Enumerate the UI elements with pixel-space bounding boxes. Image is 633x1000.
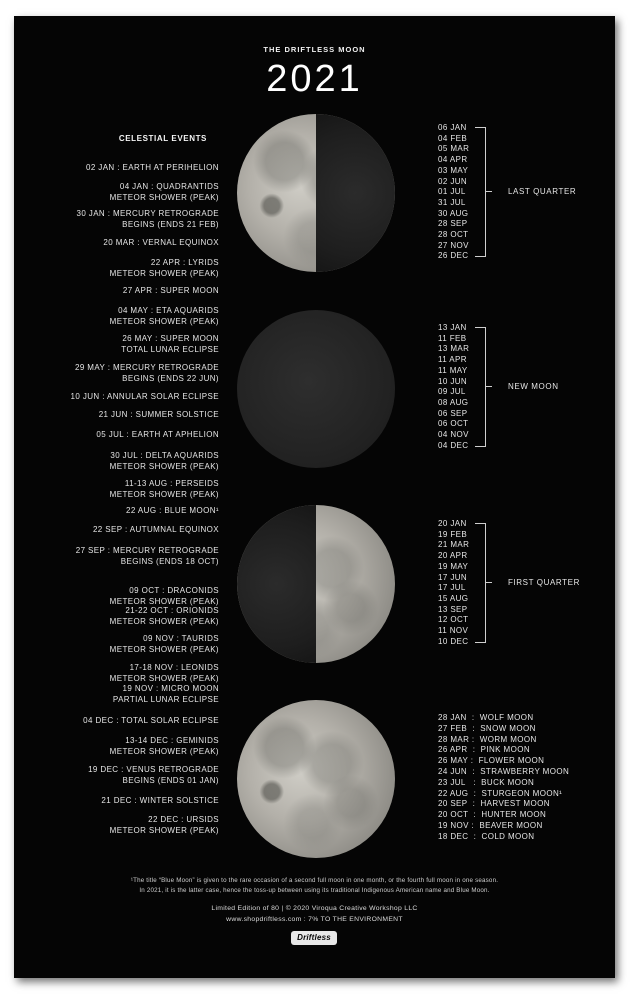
phase-date: 11 FEB (438, 333, 467, 343)
event-item: 04 MAY : ETA AQUARIDS (118, 306, 219, 315)
event-item: 09 NOV : TAURIDS (143, 634, 219, 643)
event-item: 22 DEC : URSIDS (148, 815, 219, 824)
footnote-line-1: ¹The title “Blue Moon” is given to the rare occasion of a second full moon in one month, or the fourth full moon in one season. (130, 877, 499, 884)
full-moon-item: 23 JUL : BUCK MOON (438, 777, 535, 787)
phase-date: 04 DEC (438, 440, 469, 450)
event-item: 05 JUL : EARTH AT APHELION (96, 430, 219, 439)
phase-date: 26 DEC (438, 251, 469, 261)
event-item: METEOR SHOWER (PEAK) (109, 596, 219, 606)
driftless-logo: Driftless (291, 931, 337, 945)
event-item: 04 JAN : QUADRANTIDS (119, 182, 219, 191)
full-moon (237, 700, 395, 858)
full-moon-item: 24 JUN : STRAWBERRY MOON (438, 767, 570, 776)
event-item: 22 APR : LYRIDS (150, 258, 219, 267)
event-item: METEOR SHOWER (PEAK) (109, 268, 219, 278)
phase-bracket (475, 127, 486, 257)
full-moon-item: 28 JAN : WOLF MOON (438, 713, 534, 722)
event-item: 27 SEP : MERCURY RETROGRADE (75, 546, 219, 555)
event-item: METEOR SHOWER (PEAK) (109, 192, 219, 202)
phase-date: 30 AUG (438, 208, 469, 218)
full-moon-item: 19 NOV : BEAVER MOON (438, 821, 543, 830)
event-item: 22 AUG : BLUE MOON¹ (126, 506, 219, 515)
phase-date: 06 OCT (438, 419, 469, 429)
phase-bracket-tick (485, 191, 492, 192)
event-item: METEOR SHOWER (PEAK) (109, 644, 219, 654)
phase-date: 11 MAY (438, 365, 468, 375)
phase-date: 28 SEP (438, 219, 468, 229)
new-moon (237, 310, 395, 468)
phase-date: 13 SEP (438, 604, 468, 614)
poster-year: 2021 (266, 58, 363, 100)
phase-date: 11 NOV (438, 626, 469, 635)
phase-date: 12 OCT (438, 615, 469, 625)
phase-label: FIRST QUARTER (508, 577, 580, 587)
event-item: 10 JUN : ANNULAR SOLAR ECLIPSE (70, 392, 219, 401)
event-item: 21 JUN : SUMMER SOLSTICE (98, 410, 219, 419)
event-item: METEOR SHOWER (PEAK) (109, 461, 219, 471)
phase-date: 19 MAY (438, 561, 469, 571)
event-item: 29 MAY : MERCURY RETROGRADE (74, 363, 219, 372)
phase-date: 19 FEB (438, 529, 468, 539)
phase-date: 04 NOV (438, 430, 469, 439)
event-item: METEOR SHOWER (PEAK) (109, 673, 219, 683)
moon-shadow (237, 505, 316, 663)
event-item: BEGINS (ENDS 21 FEB) (122, 219, 219, 229)
event-item: 09 OCT : DRACONIDS (129, 586, 219, 595)
full-moon-item: 20 OCT : HUNTER MOON (438, 810, 547, 820)
phase-date: 13 MAR (438, 344, 470, 354)
phase-date: 10 JUN (438, 376, 468, 386)
footnote-line-2: In 2021, it is the latter case, hence the toss-up between using its traditional Indigenous American name and Blue Moon. (139, 887, 490, 894)
phase-date: 04 FEB (438, 133, 468, 143)
full-moon-item: 18 DEC : COLD MOON (438, 831, 535, 841)
event-item: METEOR SHOWER (PEAK) (109, 825, 219, 835)
event-item: 22 SEP : AUTUMNAL EQUINOX (92, 525, 219, 534)
event-item: 21-22 OCT : ORIONIDS (125, 606, 219, 615)
phase-date: 06 JAN (438, 123, 467, 132)
edition-line-1: Limited Edition of 80 | © 2020 Viroqua Creative Workshop LLC (211, 905, 418, 912)
phase-label: NEW MOON (508, 381, 559, 391)
event-item: 17-18 NOV : LEONIDS (129, 663, 219, 672)
event-item: 30 JUL : DELTA AQUARIDS (110, 451, 219, 460)
event-item: 21 DEC : WINTER SOLSTICE (101, 796, 219, 805)
event-item: 11-13 AUG : PERSEIDS (124, 479, 219, 488)
phase-date: 17 JUN (438, 572, 468, 582)
event-item: 20 MAR : VERNAL EQUINOX (103, 238, 219, 247)
event-item: 04 DEC : TOTAL SOLAR ECLIPSE (83, 716, 219, 725)
full-moon-item: 22 AUG : STURGEON MOON¹ (438, 788, 563, 798)
event-item: TOTAL LUNAR ECLIPSE (121, 344, 219, 354)
events-title: CELESTIAL EVENTS (118, 134, 207, 143)
full-moon-item: 27 FEB : SNOW MOON (438, 723, 536, 733)
full-moon-item: 26 MAY : FLOWER MOON (438, 756, 545, 766)
phase-date: 31 JUL (438, 197, 466, 207)
event-item: METEOR SHOWER (PEAK) (109, 616, 219, 626)
phase-date: 20 JAN (438, 519, 467, 528)
phase-date: 04 APR (438, 155, 468, 165)
phase-date: 28 OCT (438, 230, 469, 239)
phase-date: 05 MAR (438, 144, 470, 154)
first-quarter-moon (237, 505, 395, 663)
moon-shadow (316, 114, 395, 272)
last-quarter-moon (237, 114, 395, 272)
moon-lit-surface (237, 700, 395, 858)
event-item: BEGINS (ENDS 18 OCT) (120, 556, 219, 566)
event-item: 19 NOV : MICRO MOON (122, 684, 219, 693)
phase-date: 21 MAR (438, 540, 470, 550)
phase-date: 13 JAN (438, 323, 467, 332)
phase-date: 11 APR (438, 355, 467, 365)
event-item: METEOR SHOWER (PEAK) (109, 489, 219, 499)
event-item: 13-14 DEC : GEMINIDS (125, 736, 219, 745)
phase-date: 15 AUG (438, 593, 469, 603)
phase-date: 20 APR (438, 551, 468, 561)
phase-date: 17 JUL (438, 583, 466, 593)
phase-date: 10 DEC (438, 636, 469, 646)
full-moon-item: 20 SEP : HARVEST MOON (438, 799, 550, 809)
phase-bracket (475, 523, 486, 643)
event-item: METEOR SHOWER (PEAK) (109, 746, 219, 756)
phase-date: 27 NOV (438, 240, 469, 250)
event-item: PARTIAL LUNAR ECLIPSE (112, 694, 219, 704)
poster-subtitle: THE DRIFTLESS MOON (263, 45, 366, 54)
event-item: 30 JAN : MERCURY RETROGRADE (76, 209, 219, 218)
phase-date: 01 JUL (438, 187, 466, 197)
event-item: BEGINS (ENDS 01 JAN) (122, 775, 219, 785)
poster (14, 16, 615, 978)
phase-date: 06 SEP (438, 408, 468, 418)
event-item: 26 MAY : SUPER MOON (122, 334, 219, 343)
phase-label: LAST QUARTER (508, 187, 577, 197)
phase-date: 09 JUL (438, 387, 466, 397)
phase-bracket (475, 327, 486, 447)
event-item: BEGINS (ENDS 22 JUN) (122, 373, 219, 383)
full-moon-item: 28 MAR : WORM MOON (438, 734, 537, 744)
event-item: 27 APR : SUPER MOON (122, 286, 219, 295)
event-item: 02 JAN : EARTH AT PERIHELION (85, 163, 219, 172)
phase-bracket-tick (485, 582, 492, 583)
phase-date: 02 JUN (438, 176, 468, 186)
edition-line-2: www.shopdriftless.com : 7% TO THE ENVIRONMENT (226, 916, 403, 923)
phase-bracket-tick (485, 386, 492, 387)
full-moon-item: 26 APR : PINK MOON (438, 745, 531, 755)
phase-date: 08 AUG (438, 397, 469, 407)
event-item: METEOR SHOWER (PEAK) (109, 316, 219, 326)
event-item: 19 DEC : VENUS RETROGRADE (88, 765, 219, 774)
phase-date: 03 MAY (438, 165, 469, 175)
